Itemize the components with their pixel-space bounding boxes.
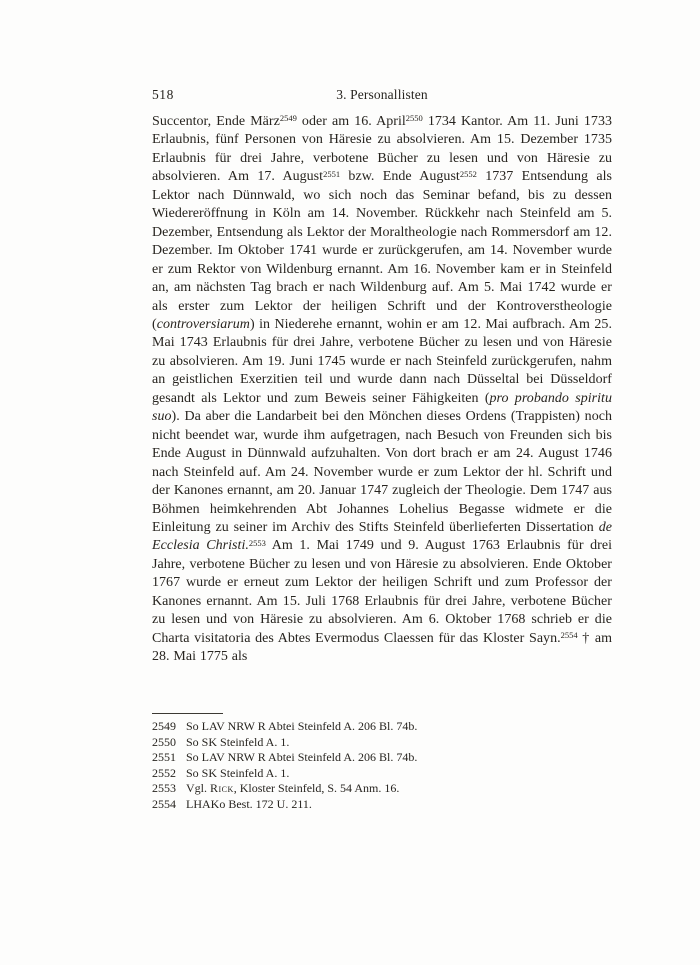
footnote-text: So SK Steinfeld A. 1. <box>186 765 290 780</box>
running-header <box>152 86 612 104</box>
footnote-separator <box>152 713 223 714</box>
footnote-number: 2552 <box>152 765 176 780</box>
footnote-number: 2550 <box>152 734 176 749</box>
body-paragraph: Succentor, Ende März$^{2549}$ oder am 16. April$^{2550}$ 1734 Kantor. Am 11. Juni 1733 Erlaubnis, fünf Personen von Häresie zu absolvieren. Am 15. Dezember 1735 Erlaubnis für drei Jahre, verbotene Bücher zu lesen und von Häresie zu absolvieren. Am 17. August$^{2551}$ bzw. Ende August$^{2552}$ 1737 Entsendung als Lektor nach Dünnwald, wo sich noch das Seminar befand, bis zu dessen Wiedereröffnung in Köln am 14. November. Rückkehr nach Steinfeld am 5. Dezember, Entsendung als Lektor der Moraltheologie nach Rommersdorf am 12. Dezember. Im Oktober 1741 wurde er zurückgerufen, am 14. November wurde er zum Rektor von Wildenburg ernannt. Am 16. November kam er in Steinfeld an, am nächsten Tag brach er nach Wildenburg auf. Am 5. Mai 1742 wurde er als erster zum Lektor der heiligen Schrift und der Kontroverstheologie (controversiarum) in Niederehe ernannt, wohin er am 12. Mai aufbrach. Am 25. Mai 1743 Erlaubnis für drei Jahre, verbotene Bücher zu lesen und von Häresie zu absolvieren. Am 19. Juni 1745 wurde er nach Steinfeld zurückgerufen, nahm an geistlichen Exerzitien teil und wurde dann nach Düsseltal bei Düsseldorf gesandt als Lektor und zum Beweis seiner Fähigkeiten (pro probando spiritu suo). Da aber die Landarbeit bei den Mönchen dieses Ordens (Trappisten) noch nicht beendet war, wurde ihm aufgetragen, nach Besuch von Freunden sich bis Ende August in Dünnwald aufzuhalten. Von dort brach er am 24. August 1746 nach Steinfeld auf. Am 24. November wurde er zum Lektor der hl. Schrift und der Kanones ernannt, am 20. Januar 1747 zugleich der Theologie. Dem 1747 aus Böhmen heimkehrenden Abt Johannes Lohelius Begasse widmete er die Einleitung zu seiner im Archiv des Stifts Steinfeld überlieferten Dissertation de Ecclesia Christi.$^{2553}$ Am 1. Mai 1749 und 9. August 1763 Erlaubnis für drei Jahre, verbotene Bücher zu lesen und von Häresie zu absolvieren. Ende Oktober 1767 wurde er erneut zum Lektor der heiligen Schrift und zum Professor der Kanones ernannt. Am 15. Juli 1768 Erlaubnis für drei Jahre, verbotene Bücher zu lesen und von Häresie zu absolvieren. Am 6. Oktober 1768 schrieb er die Charta visitatoria des Abtes Evermodus Claessen für das Kloster Sayn.$^{2554}$ † am 28. Mai 1775 als <box>152 113 612 665</box>
footnote-number: 2553 <box>152 781 176 796</box>
footnote-item <box>152 719 612 735</box>
chapter-title: 3. Personallisten <box>336 87 428 102</box>
footnote-item <box>152 797 612 813</box>
footnote-item <box>152 735 612 751</box>
footnote-text: Vgl. Rick, Kloster Steinfeld, S. 54 Anm. 16. <box>186 781 400 796</box>
footnote-text: So LAV NRW R Abtei Steinfeld A. 206 Bl. 74b. <box>186 750 418 765</box>
footnote-number: 2554 <box>152 796 176 811</box>
footnote-text: So LAV NRW R Abtei Steinfeld A. 206 Bl. 74b. <box>186 719 418 733</box>
footnote-item <box>152 766 612 782</box>
footnote-item <box>152 750 612 766</box>
footnotes-block <box>152 719 612 813</box>
footnote-text: LHAKo Best. 172 U. 211. <box>186 796 312 811</box>
footnote-text: So SK Steinfeld A. 1. <box>186 734 290 749</box>
page-number: 518 <box>152 87 174 102</box>
footnote-number: 2549 <box>152 719 176 733</box>
footnote-item <box>152 781 612 797</box>
footnote-number: 2551 <box>152 750 176 765</box>
